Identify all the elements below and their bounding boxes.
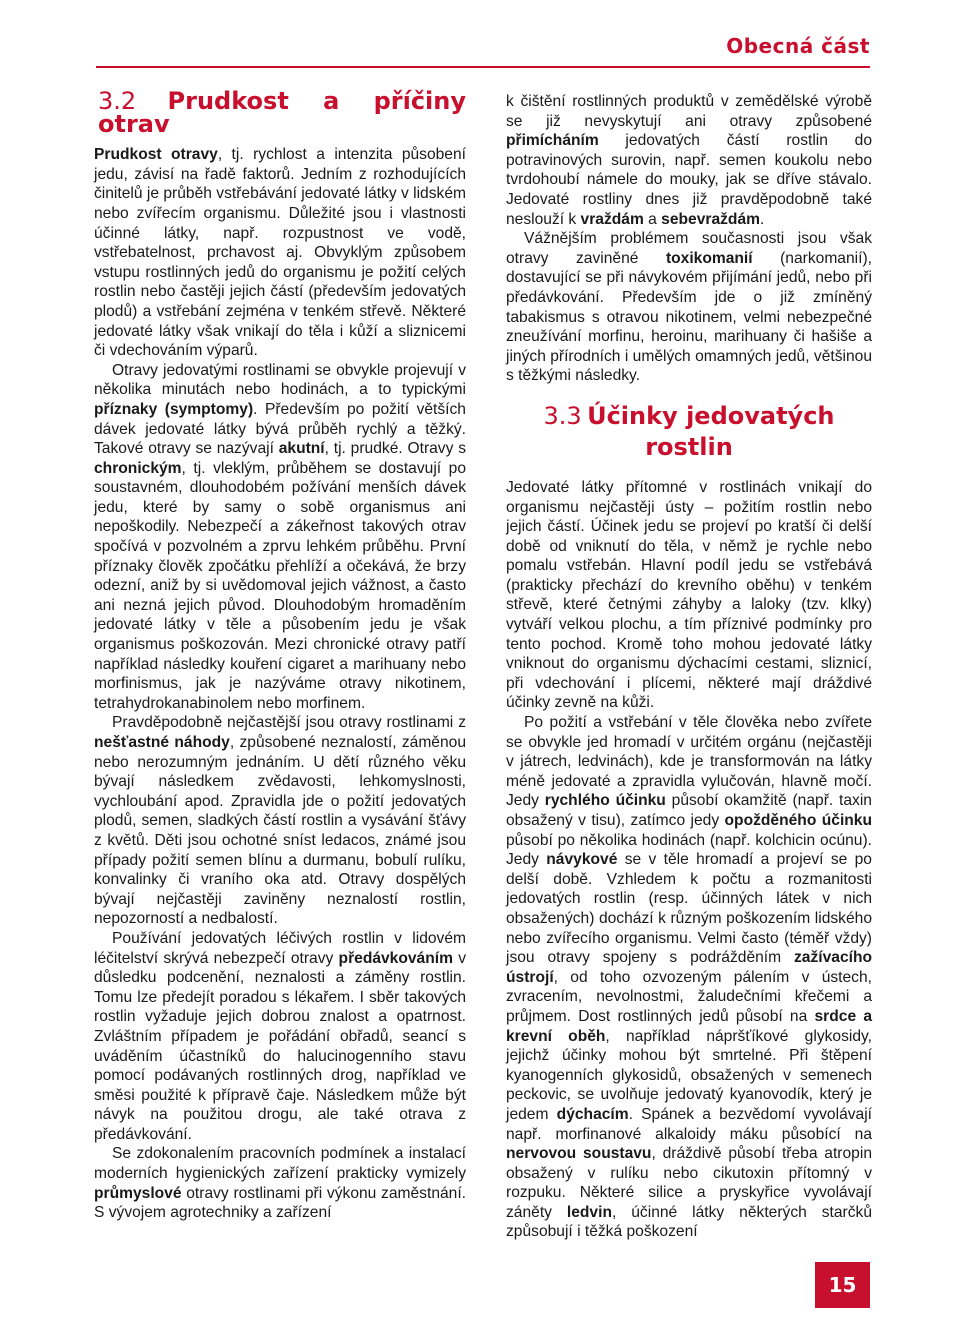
page-header [0,0,960,68]
paragraph: k čištění rostlinných produktů v zemědělské výrobě se již nevyskytují ani otravy způsobené přimícháním jedovatých částí rostlin do potravinových surovin, např. semen koukolu nebo tvrdohoubí námele do mouky, jak se dříve stávalo. Jedovaté rostliny dnes již pravděpodobně také neslouží k vraždám a sebevraždám. [506,93,872,228]
section-title: Prudkost a příčiny otrav [98,87,466,138]
header-rule [96,66,870,68]
paragraph: Vážnějším problémem současnosti jsou však otravy zaviněné toxikomanií (narkomanií), dostavující se při návykovém přijímání jedů, nebo při předávkování. Především jde o již zmíněný tabakismus s otravou nikotinem, velmi nebezpečné zneužívání morfinu, heroinu, marihuany či hašiše a jiných přírodních i umělých omamných jedů, většinou s těžkými následky. [506,230,872,385]
left-column [94,87,466,1223]
paragraph: Pravděpodobně nejčastější jsou otravy rostlinami z nešťastné náhody, způsobené neznalostí, záměnou nebo nerozumným jednáním. U dětí různého věku bývají následkem zvědavosti, lehkomyslnosti, vychloubání apod. Zpravidla jde o požití jedovatých plodů, semen, sladkých částí rostlin a vysávání šťávy z květů. Děti jsou ochotné sníst ledacos, známé jsou případy požití semen blínu a durmanu, bobulí rulíku, konvalinky či vraního oka atd. Otravy dospělých bývají nejčastěji zaviněny neznalostí rostlin, nepozorností a nedbalostí. [94,714,466,928]
section-title-line-2: rostlin [645,432,733,461]
right-column [506,92,872,1242]
page-number: 15 [815,1262,870,1308]
section-heading-3-3 [506,402,872,464]
paragraph: Používání jedovatých léčivých rostlin v lidovém léčitelství skrývá nebezpečí otravy předávkováním v důsledku podcenění, neznalosti a záměny rostlin. Tomu lze předejít poradou s lékařem. I sběr takových rostlin vyžaduje jejich dobrou znalost a opatrnost. Zvláštním případem je pořádání obřadů, seancí s uváděním účastníků do halucinogenního stavu pomocí podávaných rostlinných drog, například ve směsi použité k přípravě čaje. Následkem může být návyk na použitou drogu, ale také otrava z předávkování. [94,929,466,1143]
section-number: 3.2 [98,87,137,115]
section-title-line-1: Účinky jedovatých [587,401,835,430]
paragraph: Jedovaté látky přítomné v rostlinách vnikají do organismu nejčastěji ústy – požitím rostlin nebo jejich částí. Účinek jedu se projeví po kratší či delší době od vniknutí do těla, v němž je rychle nebo pomalu vstřebán. Hlavní podíl jedu se vstřebává (prakticky přechází do krevního oběhu) v tenkém střevě, které četnými záhyby a laloky (tzv. klky) vytváří velkou plochu, a tím příznivé podmínky pro tento pochod. Kromě toho mohou jedovaté látky vniknout do organismu dýchacími cestami, sliznicí, při vdechování i plícemi, některé mají dráždivé účinky zevně na kůži. [506,478,872,712]
paragraph: Se zdokonalením pracovních podmínek a instalací moderních hygienických zařízení prakticky vymizely průmyslové otravy rostlinami při výkonu zaměstnání. S vývojem agrotechniky a zařízení [94,1145,466,1222]
paragraph: Otravy jedovatými rostlinami se obvykle projevují v několika minutách nebo hodinách, a to typickými příznaky (symptomy). Především po požití větších dávek jedovaté látky bývá průběh rychlý a těžký. Takové otravy se nazývají akutní, tj. prudké. Otravy s chronickým, tj. vleklým, průběhem se dostavují po soustavném, dlouhodobém požívání menších dávek jedu, které by samy o sobě organismus ani nepoškodily. Nebezpečí a zákeřnost takových otrav spočívá v pozvolném a zprvu lehkém průběhu. První příznaky člověk zpočátku přehlíží a očekává, že brzy odezní, aniž by si uvědomoval jejich vážnost, a často ani nezná jejich původ. Dlouhodobým hromaděním jedovaté látky v těle a působením jedu je však organismus poškozován. Mezi chronické otravy patří například následky kouření cigaret a marihuany nebo morfinismus, jak je nazýváme otravy nikotinem, tetrahydrokanabinolem nebo morfinem. [94,361,466,712]
paragraph: Po požití a vstřebání v těle člověka nebo zvířete se obvykle jed hromadí v určitém orgánu (nejčastěji v játrech, ledvinách), kde je transformován na látky méně jedovaté a zpravidla vylučován, hlavně močí. Jedy rychlého účinku působí okamžitě (např. taxin obsažený v tisu), zatímco jedy opožděného účinku působí po několika hodinách (např. kolchicin ocúnu). Jedy návykové se v těle hromadí a projeví se po delší době. Vzhledem k počtu a rozmanitosti jedovatých rostlin (resp. účinných látek v nich obsažených) dochází k různým poškozením lidského nebo zvířecího organismu. Velmi často (téměř vždy) jsou otravy spojeny s podrážděním zažívacího ústrojí, od toho ozvozeným pálením v ústech, zvracením, nevolnostmi, žaludečními křečemi a průjmem. Dost rostlinných jedů působí na srdce a krevní oběh, například nápršťíkové glykosidy, jejichž účinky mohou být smrtelné. Při štěpení kyanogenních glykosidů, obsažených v semenech peckovic, se uvolňuje jedovatý kyanovodík, který je jedem dýchacím. Spánek a bezvědomí vyvolávají např. morfinanové alkaloidy máku působící na nervovou soustavu, dráždivě působí třeba atropin obsažený v rulíku nebo cikutoxin přítomný v rozpuku. Některé silice a pryskyřice vyvolávají záněty ledvin, účinné látky některých starčků způsobují i těžká poškození [506,714,873,1241]
paragraph: Prudkost otravy, tj. rychlost a intenzita působení jedu, závisí na řadě faktorů. Jedním z rozhodujících činitelů je průběh vstřebávání jedovaté látky v lidském nebo zvířecím organismu. Důležité jsou i vlastnosti účinné látky, např. rozpustnost ve vodě, vstřebatelnost, prchavost aj. Obvyklým způsobem vstupu rostlinných jedů do organismu je požití celých rostlin nebo častěji jejich částí (především jedovatých plodů) a vstřebání zejména v tenkém střevě. Některé jedovaté látky však vnikají do těla i kůží a sliznicemi či vdechováním výparů. [94,146,466,360]
running-section-title: Obecná část [726,34,870,58]
section-number: 3.3 [543,401,582,430]
section-heading-3-2 [98,87,466,138]
